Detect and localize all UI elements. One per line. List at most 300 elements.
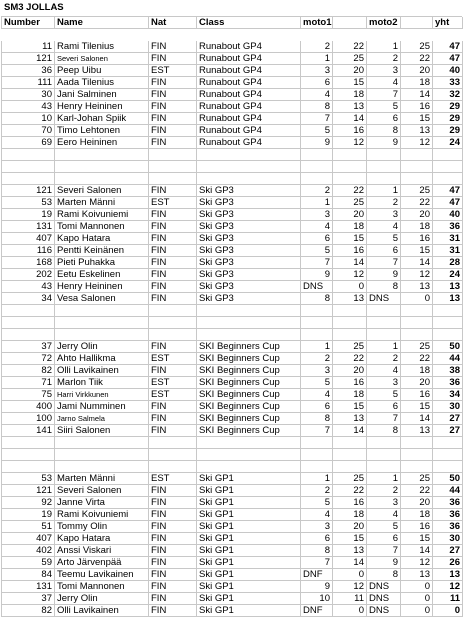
cell-m1pos: 1: [301, 197, 333, 209]
empty-cell: [433, 149, 463, 161]
cell-yht: 36: [433, 509, 463, 521]
cell-m1pos: 10: [301, 593, 333, 605]
cell-number: 53: [2, 197, 55, 209]
cell-nat: FIN: [149, 569, 197, 581]
cell-m2pts: 20: [401, 377, 433, 389]
empty-cell: [149, 305, 197, 317]
cell-number: 19: [2, 509, 55, 521]
cell-name: Olli Lavikainen: [55, 605, 149, 617]
cell-number: 36: [2, 65, 55, 77]
cell-nat: FIN: [149, 101, 197, 113]
cell-nat: FIN: [149, 53, 197, 65]
cell-m2pts: 13: [401, 569, 433, 581]
cell-class: Ski GP3: [197, 245, 301, 257]
cell-m1pos: 3: [301, 209, 333, 221]
empty-cell: [333, 173, 367, 185]
cell-m1pts: 0: [333, 569, 367, 581]
cell-class: SKI Beginners Cup: [197, 389, 301, 401]
cell-m2pts: 15: [401, 245, 433, 257]
empty-row: [1, 317, 462, 329]
cell-number: 69: [2, 137, 55, 149]
cell-m2pos: 5: [367, 101, 401, 113]
cell-yht: 36: [433, 497, 463, 509]
cell-m2pts: 25: [401, 41, 433, 53]
cell-m2pos: 8: [367, 125, 401, 137]
cell-class: Ski GP1: [197, 533, 301, 545]
cell-m1pts: 13: [333, 101, 367, 113]
cell-m2pts: 0: [401, 581, 433, 593]
cell-class: Ski GP1: [197, 473, 301, 485]
empty-row: [1, 161, 462, 173]
cell-name: Janne Virta: [55, 497, 149, 509]
cell-number: 92: [2, 497, 55, 509]
cell-name: Pentti Keinänen: [55, 245, 149, 257]
empty-row: [1, 449, 462, 461]
cell-name: Olli Lavikainen: [55, 365, 149, 377]
cell-nat: FIN: [149, 125, 197, 137]
empty-cell: [333, 461, 367, 473]
cell-m1pts: 20: [333, 65, 367, 77]
empty-cell: [2, 305, 55, 317]
empty-cell: [2, 329, 55, 341]
empty-cell: [301, 329, 333, 341]
cell-m2pos: 3: [367, 377, 401, 389]
cell-name: Kapo Hatara: [55, 533, 149, 545]
cell-m2pos: 5: [367, 389, 401, 401]
cell-m2pos: 6: [367, 533, 401, 545]
cell-name: Harri Virkkunen: [55, 389, 149, 401]
cell-m1pts: 13: [333, 293, 367, 305]
cell-m2pos: 5: [367, 233, 401, 245]
empty-cell: [433, 173, 463, 185]
empty-cell: [149, 437, 197, 449]
empty-cell: [149, 149, 197, 161]
cell-m2pts: 22: [401, 197, 433, 209]
cell-m1pos: 7: [301, 257, 333, 269]
cell-number: 10: [2, 113, 55, 125]
header-name: Name: [55, 17, 149, 29]
cell-name: Henry Heininen: [55, 101, 149, 113]
cell-m1pts: 25: [333, 341, 367, 353]
cell-class: Runabout GP4: [197, 113, 301, 125]
cell-number: 407: [2, 233, 55, 245]
cell-m2pts: 16: [401, 101, 433, 113]
empty-cell: [333, 161, 367, 173]
cell-class: SKI Beginners Cup: [197, 353, 301, 365]
empty-cell: [401, 305, 433, 317]
table-row: [1, 497, 462, 509]
empty-cell: [2, 437, 55, 449]
cell-name: Severi Salonen: [55, 485, 149, 497]
empty-cell: [2, 161, 55, 173]
cell-name: Tommy Olin: [55, 521, 149, 533]
cell-class: Ski GP1: [197, 593, 301, 605]
cell-yht: 24: [433, 269, 463, 281]
cell-yht: 36: [433, 377, 463, 389]
cell-m1pts: 22: [333, 41, 367, 53]
cell-m1pos: 5: [301, 245, 333, 257]
empty-cell: [401, 173, 433, 185]
cell-name: Rami Koivuniemi: [55, 509, 149, 521]
empty-cell: [2, 461, 55, 473]
cell-class: Ski GP1: [197, 557, 301, 569]
cell-name: Pieti Puhakka: [55, 257, 149, 269]
table-row: [1, 101, 462, 113]
cell-m1pts: 15: [333, 77, 367, 89]
table-row: [1, 605, 462, 617]
cell-number: 131: [2, 221, 55, 233]
cell-class: Ski GP1: [197, 605, 301, 617]
table-row: [1, 341, 462, 353]
table-row: [1, 65, 462, 77]
cell-nat: FIN: [149, 185, 197, 197]
cell-nat: FIN: [149, 497, 197, 509]
cell-m2pos: 3: [367, 209, 401, 221]
cell-m1pts: 13: [333, 413, 367, 425]
table-row: [1, 425, 462, 437]
cell-m1pos: 3: [301, 65, 333, 77]
cell-number: 34: [2, 293, 55, 305]
table-row: [1, 209, 462, 221]
empty-cell: [55, 461, 149, 473]
cell-number: 43: [2, 281, 55, 293]
cell-m2pts: 14: [401, 257, 433, 269]
cell-number: 400: [2, 401, 55, 413]
cell-m2pts: 14: [401, 545, 433, 557]
cell-m1pos: 7: [301, 425, 333, 437]
cell-class: SKI Beginners Cup: [197, 341, 301, 353]
empty-row: [1, 329, 462, 341]
cell-number: 11: [2, 41, 55, 53]
cell-m1pts: 15: [333, 233, 367, 245]
empty-cell: [301, 317, 333, 329]
cell-m2pos: 6: [367, 113, 401, 125]
table-row: [1, 185, 462, 197]
cell-m2pos: 1: [367, 41, 401, 53]
cell-m1pos: 9: [301, 137, 333, 149]
cell-yht: 27: [433, 425, 463, 437]
empty-cell: [333, 329, 367, 341]
cell-class: Ski GP3: [197, 269, 301, 281]
table-row: [1, 113, 462, 125]
cell-nat: FIN: [149, 545, 197, 557]
cell-yht: 12: [433, 581, 463, 593]
cell-nat: FIN: [149, 509, 197, 521]
cell-nat: FIN: [149, 365, 197, 377]
cell-m1pts: 25: [333, 53, 367, 65]
empty-cell: [433, 461, 463, 473]
cell-name: Siiri Salonen: [55, 425, 149, 437]
cell-yht: 30: [433, 401, 463, 413]
cell-number: 202: [2, 269, 55, 281]
cell-yht: 47: [433, 53, 463, 65]
cell-number: 121: [2, 185, 55, 197]
cell-class: Ski GP1: [197, 497, 301, 509]
cell-m2pos: 2: [367, 353, 401, 365]
empty-cell: [197, 149, 301, 161]
empty-cell: [55, 449, 149, 461]
table-row: [1, 197, 462, 209]
empty-cell: [197, 437, 301, 449]
cell-m1pts: 12: [333, 269, 367, 281]
empty-cell: [301, 149, 333, 161]
cell-m2pos: 2: [367, 485, 401, 497]
cell-yht: 28: [433, 257, 463, 269]
cell-m2pos: 4: [367, 77, 401, 89]
cell-yht: 24: [433, 137, 463, 149]
cell-name: Marten Männi: [55, 197, 149, 209]
cell-class: Runabout GP4: [197, 53, 301, 65]
table-row: [1, 353, 462, 365]
cell-m2pos: DNS: [367, 593, 401, 605]
cell-m1pos: 8: [301, 413, 333, 425]
cell-m1pts: 25: [333, 197, 367, 209]
cell-number: 84: [2, 569, 55, 581]
cell-m2pos: 8: [367, 281, 401, 293]
cell-m1pts: 16: [333, 497, 367, 509]
cell-yht: 0: [433, 605, 463, 617]
cell-yht: 29: [433, 125, 463, 137]
cell-m2pos: 2: [367, 53, 401, 65]
cell-m2pts: 25: [401, 185, 433, 197]
cell-yht: 29: [433, 113, 463, 125]
empty-cell: [301, 461, 333, 473]
cell-class: Ski GP1: [197, 485, 301, 497]
empty-cell: [55, 437, 149, 449]
cell-class: SKI Beginners Cup: [197, 365, 301, 377]
cell-class: Runabout GP4: [197, 89, 301, 101]
cell-nat: FIN: [149, 557, 197, 569]
cell-yht: 50: [433, 473, 463, 485]
empty-cell: [401, 317, 433, 329]
cell-m1pts: 15: [333, 401, 367, 413]
cell-m1pos: 9: [301, 269, 333, 281]
empty-cell: [55, 173, 149, 185]
cell-yht: 40: [433, 65, 463, 77]
cell-class: SKI Beginners Cup: [197, 413, 301, 425]
table-row: [1, 53, 462, 65]
cell-m2pos: 2: [367, 197, 401, 209]
cell-m1pos: DNF: [301, 569, 333, 581]
cell-m1pos: 4: [301, 89, 333, 101]
cell-class: Ski GP3: [197, 185, 301, 197]
cell-nat: EST: [149, 473, 197, 485]
empty-cell: [433, 449, 463, 461]
cell-name: Jani Salminen: [55, 89, 149, 101]
cell-m2pts: 0: [401, 593, 433, 605]
table-row: [1, 401, 462, 413]
empty-cell: [55, 305, 149, 317]
cell-m1pos: 6: [301, 401, 333, 413]
cell-name: Kapo Hatara: [55, 233, 149, 245]
empty-row: [1, 461, 462, 473]
cell-m2pos: 7: [367, 89, 401, 101]
cell-nat: FIN: [149, 221, 197, 233]
cell-m1pos: 3: [301, 365, 333, 377]
cell-m1pts: 22: [333, 353, 367, 365]
cell-yht: 44: [433, 353, 463, 365]
empty-cell: [433, 329, 463, 341]
table-row: [1, 89, 462, 101]
cell-nat: FIN: [149, 113, 197, 125]
cell-nat: FIN: [149, 137, 197, 149]
cell-nat: FIN: [149, 269, 197, 281]
cell-m1pts: 15: [333, 533, 367, 545]
cell-class: SKI Beginners Cup: [197, 425, 301, 437]
cell-number: 116: [2, 245, 55, 257]
table-row: [1, 269, 462, 281]
cell-number: 19: [2, 209, 55, 221]
table-row: [1, 257, 462, 269]
cell-m1pts: 18: [333, 509, 367, 521]
cell-name: Arto Järvenpää: [55, 557, 149, 569]
cell-m1pts: 14: [333, 113, 367, 125]
table-row: [1, 581, 462, 593]
empty-cell: [149, 161, 197, 173]
header-number: Number: [2, 17, 55, 29]
cell-m2pos: 8: [367, 569, 401, 581]
cell-m2pts: 18: [401, 221, 433, 233]
cell-m2pts: 18: [401, 77, 433, 89]
table-row: [1, 233, 462, 245]
cell-nat: FIN: [149, 533, 197, 545]
empty-cell: [433, 437, 463, 449]
table-row: [1, 509, 462, 521]
cell-number: 100: [2, 413, 55, 425]
cell-m1pos: 2: [301, 485, 333, 497]
header-nat: Nat: [149, 17, 197, 29]
cell-class: Runabout GP4: [197, 65, 301, 77]
table-row: [1, 521, 462, 533]
table-row: [1, 473, 462, 485]
cell-yht: 36: [433, 221, 463, 233]
cell-m2pts: 20: [401, 497, 433, 509]
cell-nat: FIN: [149, 425, 197, 437]
table-row: [1, 365, 462, 377]
cell-nat: FIN: [149, 581, 197, 593]
cell-name: Tomi Mannonen: [55, 581, 149, 593]
cell-yht: 31: [433, 245, 463, 257]
cell-m2pts: 25: [401, 473, 433, 485]
cell-nat: FIN: [149, 281, 197, 293]
cell-m2pos: DNS: [367, 293, 401, 305]
cell-m2pts: 14: [401, 89, 433, 101]
cell-number: 75: [2, 389, 55, 401]
cell-m2pts: 16: [401, 521, 433, 533]
cell-m1pts: 14: [333, 425, 367, 437]
empty-cell: [367, 329, 401, 341]
empty-cell: [301, 173, 333, 185]
empty-cell: [197, 161, 301, 173]
cell-m1pos: 5: [301, 377, 333, 389]
cell-yht: 36: [433, 521, 463, 533]
cell-class: Ski GP3: [197, 281, 301, 293]
empty-cell: [367, 449, 401, 461]
table-row: [1, 377, 462, 389]
cell-name: Eetu Eskelinen: [55, 269, 149, 281]
cell-m1pos: DNF: [301, 605, 333, 617]
cell-nat: FIN: [149, 341, 197, 353]
empty-cell: [367, 149, 401, 161]
header-moto1-pts: [333, 17, 367, 29]
cell-class: Runabout GP4: [197, 137, 301, 149]
empty-cell: [433, 161, 463, 173]
cell-m2pos: 7: [367, 413, 401, 425]
cell-m2pts: 15: [401, 401, 433, 413]
cell-yht: 29: [433, 101, 463, 113]
cell-m1pts: 16: [333, 245, 367, 257]
empty-cell: [333, 437, 367, 449]
cell-m2pts: 15: [401, 113, 433, 125]
empty-cell: [367, 305, 401, 317]
empty-cell: [149, 173, 197, 185]
cell-yht: 27: [433, 545, 463, 557]
cell-yht: 11: [433, 593, 463, 605]
cell-m2pts: 16: [401, 389, 433, 401]
empty-cell: [197, 317, 301, 329]
cell-m1pos: 2: [301, 41, 333, 53]
table-row: [1, 557, 462, 569]
cell-nat: FIN: [149, 257, 197, 269]
cell-m2pos: 4: [367, 509, 401, 521]
cell-m1pts: 0: [333, 281, 367, 293]
cell-nat: FIN: [149, 413, 197, 425]
empty-cell: [333, 149, 367, 161]
cell-yht: 50: [433, 341, 463, 353]
cell-m2pts: 14: [401, 413, 433, 425]
cell-name: Teemu Lavikainen: [55, 569, 149, 581]
cell-m1pts: 20: [333, 521, 367, 533]
empty-cell: [2, 317, 55, 329]
cell-m1pos: 2: [301, 353, 333, 365]
cell-nat: FIN: [149, 485, 197, 497]
cell-m2pos: 6: [367, 401, 401, 413]
cell-m2pts: 0: [401, 605, 433, 617]
cell-name: Peep Uibu: [55, 65, 149, 77]
empty-cell: [301, 449, 333, 461]
cell-class: Ski GP3: [197, 221, 301, 233]
cell-yht: 47: [433, 41, 463, 53]
table-row: [1, 281, 462, 293]
cell-class: Runabout GP4: [197, 101, 301, 113]
table-row: [1, 125, 462, 137]
cell-m1pos: 8: [301, 101, 333, 113]
empty-cell: [367, 437, 401, 449]
table-row: [1, 293, 462, 305]
empty-cell: [301, 161, 333, 173]
cell-yht: 13: [433, 569, 463, 581]
cell-m2pos: 9: [367, 137, 401, 149]
cell-m1pos: 4: [301, 509, 333, 521]
cell-number: 141: [2, 425, 55, 437]
cell-number: 30: [2, 89, 55, 101]
cell-m1pts: 22: [333, 485, 367, 497]
cell-number: 82: [2, 605, 55, 617]
cell-nat: EST: [149, 65, 197, 77]
cell-class: Ski GP3: [197, 257, 301, 269]
cell-m2pos: DNS: [367, 605, 401, 617]
cell-yht: 47: [433, 197, 463, 209]
empty-row: [1, 149, 462, 161]
cell-name: Anssi Viskari: [55, 545, 149, 557]
cell-m2pts: 0: [401, 293, 433, 305]
cell-m1pos: DNS: [301, 281, 333, 293]
cell-m1pos: 1: [301, 53, 333, 65]
table-row: [1, 245, 462, 257]
cell-name: Severi Salonen: [55, 53, 149, 65]
cell-m2pts: 13: [401, 125, 433, 137]
cell-nat: FIN: [149, 209, 197, 221]
